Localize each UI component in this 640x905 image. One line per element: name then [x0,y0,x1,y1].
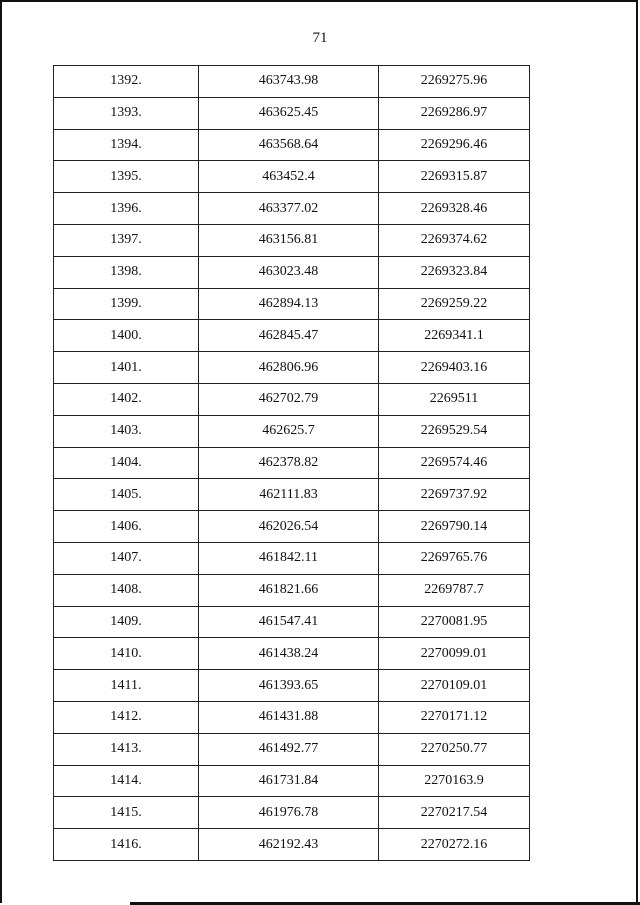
x-coordinate-cell: 462806.96 [199,352,379,384]
x-coordinate-cell: 462625.7 [199,415,379,447]
x-coordinate-cell: 461821.66 [199,574,379,606]
point-number-cell: 1401. [54,352,199,384]
table-row [54,161,530,193]
point-number-cell: 1402. [54,383,199,415]
point-number-cell: 1395. [54,161,199,193]
x-coordinate-cell: 462845.47 [199,320,379,352]
point-number-cell: 1413. [54,733,199,765]
y-coordinate-cell: 2269286.97 [379,97,530,129]
table-row [54,352,530,384]
table-row [54,574,530,606]
y-coordinate-cell: 2269296.46 [379,129,530,161]
table-row [54,193,530,225]
point-number-cell: 1394. [54,129,199,161]
point-number-cell: 1415. [54,797,199,829]
y-coordinate-cell: 2270081.95 [379,606,530,638]
x-coordinate-cell: 461976.78 [199,797,379,829]
y-coordinate-cell: 2269787.7 [379,574,530,606]
point-number-cell: 1407. [54,542,199,574]
table-row [54,288,530,320]
y-coordinate-cell: 2270163.9 [379,765,530,797]
y-coordinate-cell: 2269328.46 [379,193,530,225]
x-coordinate-cell: 463568.64 [199,129,379,161]
table-row [54,542,530,574]
y-coordinate-cell: 2269315.87 [379,161,530,193]
table-row [54,224,530,256]
y-coordinate-cell: 2269403.16 [379,352,530,384]
x-coordinate-cell: 463156.81 [199,224,379,256]
point-number-cell: 1399. [54,288,199,320]
point-number-cell: 1414. [54,765,199,797]
y-coordinate-cell: 2269790.14 [379,511,530,543]
y-coordinate-cell: 2270250.77 [379,733,530,765]
table-row [54,97,530,129]
x-coordinate-cell: 462111.83 [199,479,379,511]
point-number-cell: 1409. [54,606,199,638]
x-coordinate-cell: 462894.13 [199,288,379,320]
x-coordinate-cell: 463625.45 [199,97,379,129]
x-coordinate-cell: 463377.02 [199,193,379,225]
x-coordinate-cell: 461547.41 [199,606,379,638]
point-number-cell: 1392. [54,66,199,98]
coordinates-table [53,65,530,861]
table-row [54,415,530,447]
y-coordinate-cell: 2270099.01 [379,638,530,670]
x-coordinate-cell: 462702.79 [199,383,379,415]
table-row [54,511,530,543]
table-row [54,733,530,765]
y-coordinate-cell: 2269374.62 [379,224,530,256]
y-coordinate-cell: 2269275.96 [379,66,530,98]
table-row [54,638,530,670]
table-row [54,66,530,98]
x-coordinate-cell: 461431.88 [199,701,379,733]
x-coordinate-cell: 463743.98 [199,66,379,98]
y-coordinate-cell: 2270109.01 [379,670,530,702]
point-number-cell: 1404. [54,447,199,479]
table-row [54,479,530,511]
point-number-cell: 1403. [54,415,199,447]
table-row [54,797,530,829]
x-coordinate-cell: 463023.48 [199,256,379,288]
point-number-cell: 1396. [54,193,199,225]
x-coordinate-cell: 461492.77 [199,733,379,765]
x-coordinate-cell: 463452.4 [199,161,379,193]
table-row [54,383,530,415]
table-row [54,256,530,288]
table-row [54,606,530,638]
point-number-cell: 1398. [54,256,199,288]
coordinates-table-body [54,66,530,861]
y-coordinate-cell: 2269765.76 [379,542,530,574]
x-coordinate-cell: 462026.54 [199,511,379,543]
x-coordinate-cell: 461393.65 [199,670,379,702]
point-number-cell: 1397. [54,224,199,256]
table-row [54,829,530,861]
page-number: 71 [312,30,328,46]
point-number-cell: 1405. [54,479,199,511]
table-row [54,765,530,797]
y-coordinate-cell: 2270217.54 [379,797,530,829]
point-number-cell: 1406. [54,511,199,543]
y-coordinate-cell: 2270272.16 [379,829,530,861]
point-number-cell: 1393. [54,97,199,129]
y-coordinate-cell: 2270171.12 [379,701,530,733]
table-row [54,701,530,733]
point-number-cell: 1400. [54,320,199,352]
point-number-cell: 1412. [54,701,199,733]
y-coordinate-cell: 2269737.92 [379,479,530,511]
y-coordinate-cell: 2269529.54 [379,415,530,447]
y-coordinate-cell: 2269323.84 [379,256,530,288]
table-row [54,447,530,479]
point-number-cell: 1410. [54,638,199,670]
y-coordinate-cell: 2269341.1 [379,320,530,352]
table-row [54,129,530,161]
point-number-cell: 1416. [54,829,199,861]
table-row [54,670,530,702]
table-row [54,320,530,352]
y-coordinate-cell: 2269511 [379,383,530,415]
point-number-cell: 1411. [54,670,199,702]
x-coordinate-cell: 462192.43 [199,829,379,861]
x-coordinate-cell: 461842.11 [199,542,379,574]
x-coordinate-cell: 461731.84 [199,765,379,797]
x-coordinate-cell: 462378.82 [199,447,379,479]
y-coordinate-cell: 2269259.22 [379,288,530,320]
y-coordinate-cell: 2269574.46 [379,447,530,479]
point-number-cell: 1408. [54,574,199,606]
x-coordinate-cell: 461438.24 [199,638,379,670]
